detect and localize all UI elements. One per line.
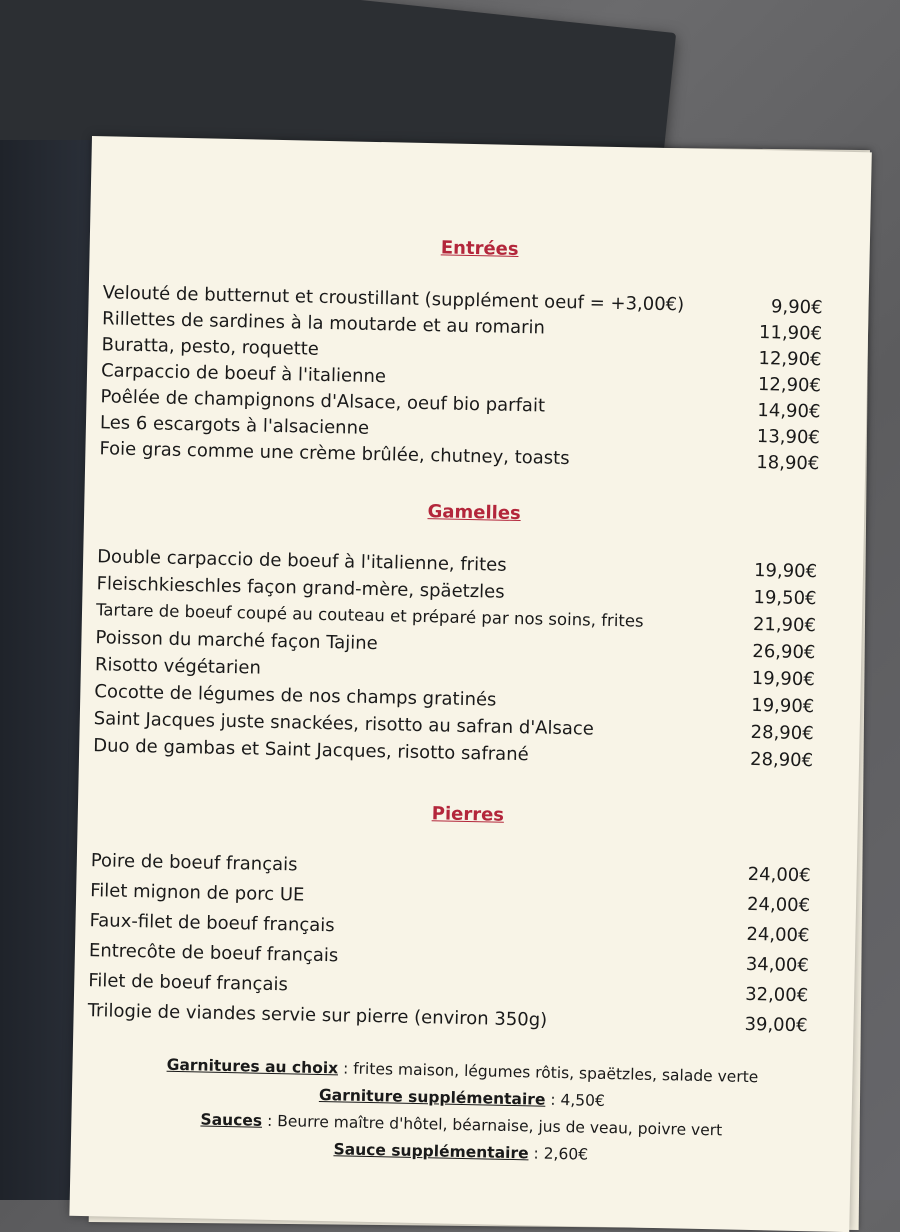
item-price: 19,90€ (753, 559, 818, 583)
section-title-gamelles: Gamelles (427, 501, 521, 525)
item-name: Duo de gambas et Saint Jacques, risotto safrané (93, 735, 529, 766)
item-price: 26,90€ (752, 640, 816, 664)
item-name: Velouté de butternut et croustillant (supplément oeuf = +3,00€) (102, 282, 685, 316)
item-price: 24,00€ (746, 893, 811, 917)
item-name: Poire de boeuf français (90, 850, 298, 876)
item-name: Risotto végétarien (94, 654, 262, 679)
item-price: 24,00€ (746, 923, 810, 947)
item-price: 14,90€ (757, 399, 821, 423)
section-title-entrees: Entrées (440, 237, 519, 260)
sauces-label: Sauces (200, 1110, 263, 1130)
sauce-supplement-line (71, 1135, 851, 1169)
item-name: Cocotte de légumes de nos champs gratinés (94, 681, 497, 711)
item-price: 32,00€ (744, 983, 809, 1007)
section-title-pierres: Pierres (431, 803, 505, 826)
item-name: Faux-filet de boeuf français (89, 910, 335, 937)
item-price: 9,90€ (770, 296, 823, 319)
item-price: 34,00€ (745, 953, 810, 977)
item-price: 11,90€ (758, 322, 823, 345)
item-price: 18,90€ (756, 451, 820, 475)
item-name: Les 6 escargots à l'alsacienne (99, 412, 370, 439)
sauces-text: : Beurre maître d'hôtel, béarnaise, jus de veau, poivre vert (261, 1111, 723, 1140)
item-price: 19,90€ (751, 694, 815, 718)
item-price: 39,00€ (744, 1013, 808, 1037)
item-name: Double carpaccio de boeuf à l'italienne, frites (96, 546, 507, 576)
garnitures-label: Garnitures au choix (166, 1055, 339, 1078)
sauce-supplement-label: Sauce supplémentaire (333, 1140, 529, 1163)
item-name: Foie gras comme une crème brûlée, chutney, toasts (99, 438, 570, 470)
item-name: Filet de boeuf français (88, 970, 289, 996)
item-name: Fleischkieschles façon grand-mère, späetzles (96, 573, 505, 603)
item-price: 12,90€ (758, 348, 822, 371)
garniture-supplement-text: : 4,50€ (545, 1090, 606, 1110)
item-name: Trilogie de viandes servie sur pierre (environ 350g) (87, 1000, 548, 1031)
garnitures-text: : frites maison, légumes rôtis, spaëtzles, salade verte (337, 1059, 759, 1087)
item-name: Carpaccio de boeuf à l'italienne (100, 360, 387, 388)
item-name: Entrecôte de boeuf français (88, 940, 339, 967)
item-name: Buratta, pesto, roquette (101, 334, 320, 360)
item-name: Poisson du marché façon Tajine (95, 627, 378, 655)
item-name: Filet mignon de porc UE (89, 880, 305, 906)
item-name: Tartare de boeuf coupé au couteau et préparé par nos soins, frites (95, 600, 644, 631)
item-name: Rillettes de sardines à la moutarde et au romarin (101, 308, 546, 339)
item-name: Saint Jacques juste snackées, risotto au safran d'Alsace (93, 708, 595, 740)
item-price: 13,90€ (756, 425, 821, 449)
item-price: 28,90€ (750, 721, 814, 745)
item-price: 21,90€ (752, 613, 817, 637)
garniture-supplement-label: Garniture supplémentaire (318, 1085, 546, 1109)
item-price: 24,00€ (747, 863, 811, 887)
sauce-supplement-text: : 2,60€ (528, 1144, 589, 1164)
item-price: 12,90€ (757, 374, 822, 397)
menu-page (69, 136, 871, 1232)
item-price: 19,90€ (751, 667, 815, 691)
item-price: 28,90€ (749, 748, 814, 772)
item-name: Poêlée de champignons d'Alsace, oeuf bio parfait (100, 386, 546, 417)
item-price: 19,50€ (753, 586, 817, 610)
